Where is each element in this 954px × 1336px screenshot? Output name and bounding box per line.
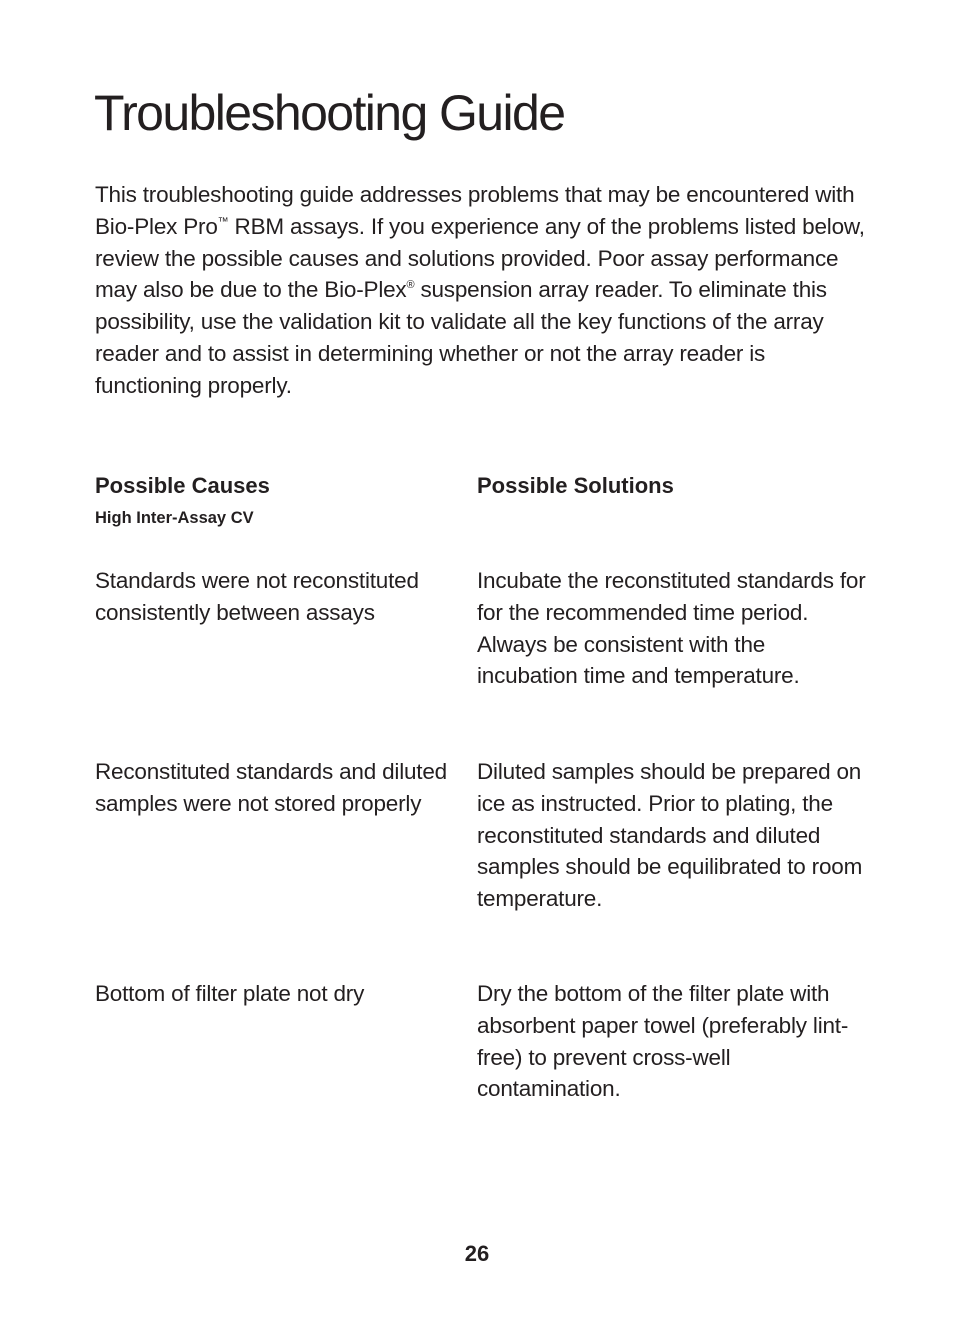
page-title: Troubleshooting Guide: [94, 85, 565, 141]
section-title: High Inter-Assay CV: [95, 509, 254, 527]
registered-symbol: ®: [406, 279, 415, 292]
possible-causes-header: Possible Causes: [95, 473, 270, 498]
solution-text: Dry the bottom of the filter plate with absorbent paper towel (preferably lint-free) to prevent cross-well contamination.: [477, 981, 849, 1102]
intro-text-part3: suspension array reader. To eliminate this possibility, use the validation kit to validate all the key functions of the array reader and to assist in determining whether or not the array reader is functioning properly.: [95, 277, 827, 398]
intro-text-part1: This troubleshooting guide addresses problems that may be encountered with Bio-Plex Pro: [95, 182, 855, 239]
solution-text: Diluted samples should be prepared on ice as instructed. Prior to plating, the reconstituted standards and diluted samples should be equilibrated to room temperature.: [477, 759, 863, 912]
possible-solutions-header: Possible Solutions: [477, 473, 674, 498]
intro-text-part2: RBM assays. If you experience any of the problems listed below, review the possible causes and solutions provided. Poor assay performance may also be due to the Bio-Plex: [95, 213, 865, 303]
trademark-symbol: ™: [217, 215, 229, 228]
solution-text: Incubate the reconstituted standards for for the recommended time period. Always be consistent with the incubation time and temperature.: [477, 568, 866, 689]
page-number: 26: [464, 1241, 490, 1266]
cause-text: Bottom of filter plate not dry: [95, 981, 365, 1006]
cause-text: Reconstituted standards and diluted samples were not stored properly: [95, 759, 447, 816]
intro-paragraph: [95, 179, 865, 402]
cause-text: Standards were not reconstituted consistently between assays: [95, 568, 419, 625]
